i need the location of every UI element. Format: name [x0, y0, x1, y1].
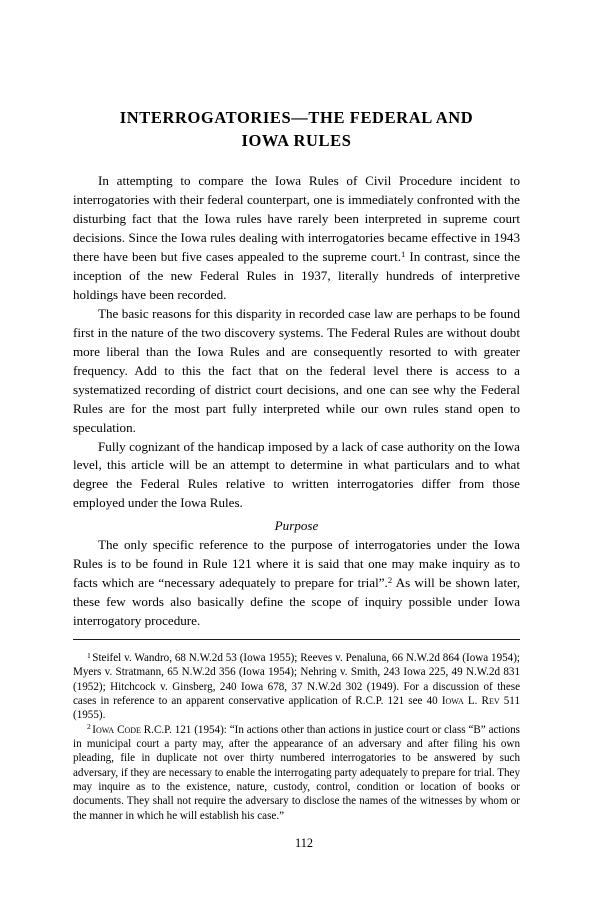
- body-paragraph-2: [73, 305, 520, 438]
- page-number: 112: [295, 836, 313, 850]
- section-heading-purpose: Purpose: [274, 518, 319, 534]
- footnote-text: Steifel v. Wandro, 68 N.W.2d 53 (Iowa 1955); Reeves v. Penaluna, 66 N.W.2d 864 (Iowa 1954); Myers v. Stratmann, 65 N.W.2d 356 (Iowa 1954); Nehring v. Smith, 243 Iowa 225, 49 N.W.2d 831 (1952); Hitchcock v. Ginsberg, 240 Iowa 678, 37 N.W.2d 302 (1949). For a discussion of these cases in reference to an apparent conservative application of R.C.P. 121 see 40: [73, 652, 520, 708]
- footnote-smallcaps-citation: Iowa Code: [92, 723, 141, 736]
- footnote-marker: 2: [87, 722, 91, 732]
- footnote-item: [73, 651, 520, 723]
- footnotes-section: [73, 651, 520, 823]
- footnote-marker: 1: [87, 650, 91, 660]
- footnote-ref-2[interactable]: 2: [387, 575, 393, 586]
- paragraph-text: The basic reasons for this disparity in recorded case law are perhaps to be found first in the nature of the two discovery systems. The Federal Rules are without doubt more liberal than the Iowa Rules and are consequently resorted to with greater frequency. Add to this the fact that on the federal level there is access to a systematized recording of district court decisions, and one can see why the Federal Rules are for the most part fully interpreted while our own rules stand open to speculation.: [73, 305, 520, 435]
- page-title-line-2: IOWA RULES: [241, 130, 352, 150]
- page-title: [73, 0, 520, 152]
- footnote-ref-1[interactable]: 1: [401, 249, 406, 259]
- footnote-separator-rule: [73, 639, 520, 640]
- paragraph-text: In attempting to compare the Iowa Rules of Civil Procedure incident to interrogatories with their federal counterpart, one is immediately confronted with the disturbing fact that the Iowa rules have rarely been interpreted in supreme court decisions. Since the Iowa rules dealing with interrogatories became effective in 1943 there have been but five cases appealed to the supreme court.: [73, 173, 520, 264]
- page-title-line-1: INTERROGATORIES—THE FEDERAL AND: [119, 108, 474, 127]
- paragraph-text: Fully cognizant of the handicap imposed by a lack of case authority on the Iowa level, this article will be an attempt to determine in what particulars and to what degree the Federal Rules relative to written interrogatories differ from those employed under the Iowa Rules.: [73, 438, 520, 511]
- paragraph-text: The only specific reference to the purpose of interrogatories under the Iowa Rules is to be found in Rule 121 where it is said that one may make inquiry as to facts which are “necessary adequately to prepare for trial”.: [73, 537, 520, 591]
- footnote-text: 511 (1955).: [73, 695, 520, 722]
- paragraph-text-cont: In contrast, since the inception of the new Federal Rules in 1937, literally hundreds of interpretive holdings have been recorded.: [73, 249, 521, 302]
- paragraph-text-cont: As will be shown later, these few words also basically define the scope of inquiry possible under Iowa interrogatory procedure.: [73, 575, 520, 629]
- footnote-text: R.C.P. 121 (1954): “In actions other than actions in justice court or class “B” actions in municipal court a party may, after the appearance of an adversary and after filing his own pleading, file in duplicate not over thirty numbered interrogatories to be answered by such adversary, if they are necessary to enable the interrogating party adequately to prepare for trial. They may inquire as to the existence, nature, custody, control, condition or location of books or documents. They shall not require the adversary to disclose the names of the witnesses by whom or the manner in which he will establish his case.”: [73, 723, 520, 822]
- footnote-smallcaps-citation: Iowa L. Rev: [441, 695, 500, 708]
- body-paragraph-1: [73, 172, 520, 305]
- body-paragraph-purpose: [73, 536, 520, 631]
- footnote-item: [73, 723, 520, 823]
- body-paragraph-3: [73, 438, 520, 514]
- article-body: [73, 172, 520, 631]
- page-content: [73, 0, 520, 631]
